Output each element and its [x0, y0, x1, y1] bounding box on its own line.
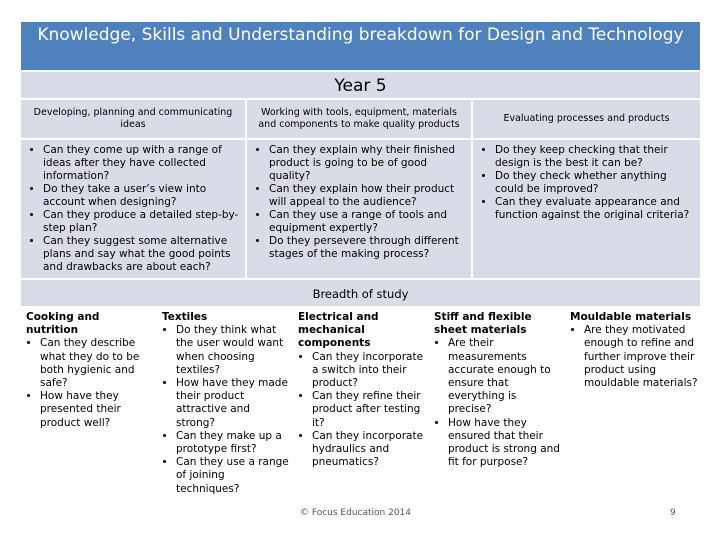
- list-item: • Can they come up with a range of ideas after they have collected information?: [43, 144, 239, 183]
- breadth-section-sheet-materials: [434, 311, 562, 469]
- list-item: • Can they use a range of joining techniques?: [176, 456, 290, 496]
- list-item: • Do they check whether anything could be improved?: [495, 170, 694, 196]
- list-item: • Can they explain why their finished product is going to be of good quality?: [269, 144, 465, 183]
- breadth-section-textiles: [162, 311, 290, 496]
- list-item: • Do they take a user’s view into account when designing?: [43, 183, 239, 209]
- list-item: • Are they motivated enough to refine and further improve their product using mouldable materials?: [584, 324, 698, 390]
- page-number: 9: [670, 508, 676, 518]
- list-item: • Are their measurements accurate enough to ensure that everything is precise?: [448, 337, 562, 416]
- breadth-heading: Breadth of study: [21, 280, 700, 306]
- column-body-making: [247, 140, 471, 278]
- list-item: • Can they suggest some alternative plans and say what the good points and drawbacks are about each?: [43, 235, 239, 274]
- list-item: • Can they describe what they do to be both hygienic and safe?: [40, 337, 154, 390]
- list-item: • Can they incorporate hydraulics and pneumatics?: [312, 430, 426, 470]
- list-item: • Can they incorporate a switch into their product?: [312, 351, 426, 391]
- section-heading: Textiles: [162, 311, 208, 323]
- page-title: Knowledge, Skills and Understanding breakdown for Design and Technology: [21, 22, 700, 70]
- list-item: • How have they ensured that their product is strong and fit for purpose?: [448, 417, 562, 470]
- list-item: • Can they make up a prototype first?: [176, 430, 290, 456]
- column-body-evaluating: [473, 140, 700, 278]
- list-item: • Do they persevere through different stages of the making process?: [269, 235, 465, 261]
- column-heading-making: Working with tools, equipment, materials and components to make quality products: [247, 100, 471, 138]
- breadth-section-mouldable: [570, 311, 698, 390]
- column-body-planning: [21, 140, 245, 278]
- section-heading: Mouldable materials: [570, 311, 692, 323]
- list-item: • Can they use a range of tools and equipment expertly?: [269, 209, 465, 235]
- list-item: • Can they explain how their product will appeal to the audience?: [269, 183, 465, 209]
- list-item: • Do they think what the user would want when choosing textiles?: [176, 324, 290, 377]
- section-heading: Cooking and nutrition: [26, 311, 100, 337]
- list-item: • Can they refine their product after testing it?: [312, 390, 426, 430]
- list-item: • How have they presented their product well?: [40, 390, 154, 430]
- column-heading-planning: Developing, planning and communicating ideas: [21, 100, 245, 138]
- section-heading: Electrical and mechanical components: [298, 311, 379, 350]
- breadth-section-electrical: [298, 311, 426, 469]
- section-heading: Stiff and flexible sheet materials: [434, 311, 532, 337]
- list-item: • Can they evaluate appearance and function against the original criteria?: [495, 196, 694, 222]
- year-heading: Year 5: [21, 72, 700, 98]
- copyright-footer: © Focus Education 2014: [300, 508, 411, 518]
- column-heading-evaluating: Evaluating processes and products: [473, 100, 700, 138]
- list-item: • Can they produce a detailed step-by-step plan?: [43, 209, 239, 235]
- list-item: • How have they made their product attractive and strong?: [176, 377, 290, 430]
- list-item: • Do they keep checking that their design is the best it can be?: [495, 144, 694, 170]
- breadth-section-cooking: [26, 311, 154, 430]
